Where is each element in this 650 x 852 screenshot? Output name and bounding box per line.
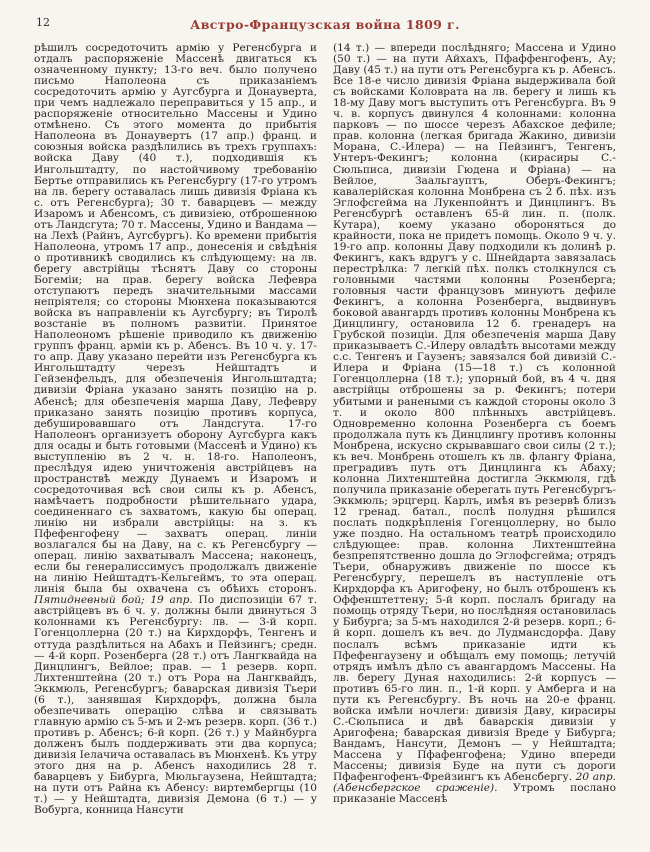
text-run: Утромъ послано приказаніе Массенѣ (333, 782, 616, 806)
page-header-title: Австро-Французская война 1809 г. (190, 17, 460, 32)
inline-subheading: 20 апр. (Абенсбергское сраженіе). (333, 771, 616, 795)
inline-subheading: Пятидневный бой; 19 апр. (34, 594, 193, 607)
text-run: По диспозиціи 67 т. австрійцевъ въ 6 ч. у. должны были двинуться 3 колоннами къ Регенсбургу: лв. — 3-й корп. Гогенцоллерна (20 т.) на Кирхдорфъ, Тенгенъ и оттуда раздѣлиться на Абахъ и Пейзингъ; средн. — 4-й корп. Розенберга (28 т.) отъ Лангквайда на Динцлингъ, Вейлое; прав. — 1 резерв. корп. Лихтенштейна (20 т.) отъ Рора на Лангквайдъ, Эккмюль, Регенсбургъ; баварская дивизія Тьери (6 т.), занявшая Кирхдорфъ, должна была обезпечивать операцію слѣва и связывать главную армію съ 5-мъ и 2-мъ резерв. корп. (36 т.) противъ р. Абенсъ; 6-й корп. (26 т.) у Майнбурга долженъ былъ поддерживать эти два корпуса; дивизія Іелачича оставалась въ Мюнхенѣ. Къ утру этого дня на р. Абенсъ находились 28 т. баварцевъ у Бибурга, Мюльгаузена, Нейштадта; на пути отъ Райна къ Абенсу: виртембергцы (10 т.) — у Нейштадта, дивизія Демона (6 т.) — у Вобурга, конница Нансути (34, 594, 317, 817)
right-text-column (333, 43, 616, 816)
text-run: (14 т.) — впереди послѣдняго; Массена и Удино (50 т.) — на пути Айхахъ, Пфаффенгофенъ, Ау; Даву (45 т.) на пути отъ Регенсбурга къ р. Абенсъ. Все 18-е число дивизія Фріана выдерживала бой съ войсками Коловрата на лв. берегу и лишь къ 18-му Даву могъ выступить отъ Регенсбурга. Въ 9 ч. в. корпусъ двинулся 4 колоннами: колонна парковъ — по шоссе черезъ Абахское дефиле; прав. колонна (легкая бригада Жакино, дивизіи Морана, С.-Илера) — на Пейзингъ, Тенгенъ, Унтеръ-Фекингъ; колонна (кирасиры С.-Сюльписа, дивизіи Гюдена и Фріана) — на Вейлое, Заальгауптъ, Оберъ-Фекингъ; кавалерійская колонна Монбрена съ 2 б. пѣх. изъ Эглофсгейма на Лукенпойнтъ и Динцлингъ. Въ Регенсбургѣ оставленъ 65-й лин. п. (полк. Кутара), коему указано обороняться до крайности, пока не придетъ помощь. Около 9 ч. у. 19-го апр. колонны Даву подходили къ долинѣ р. Фекингъ, какъ вдругъ у с. Шнейдарта завязалась перестрѣлка: 7 легкій пѣх. полкъ столкнулся съ головными частями колонны Розенберга; головныя части французовъ минуютъ дефиле Фекингъ, а колонна Розенберга, выдвинувъ боковой авангардъ противъ колонны Монбрена къ Динцлингу, остановила 12 б. гренадеръ на Грубской позиціи. Для обезпеченія марша Даву приказываетъ С.-Илеру овладѣть высотами между с.с. Тенгенъ и Гаузенъ; завязался бой дивизій С.-Илера и Фріана (15—18 т.) съ колонной Гогенцоллерна (18 т.); упорный бой, въ 4 ч. дня австрійцы отброшены за р. Фекингъ; потери убитыми и ранеными съ каждой стороны около 3 т. и около 800 плѣнныхъ австрійцевъ. Одновременно колонна Розенберга съ боемъ продолжала путь къ Динцлингу противъ колонны Монбрена, искусно скрывавшаго свои силы (2 т.); къ веч. Монбрень отошелъ къ лв. флангу Фріана, преградивъ путь отъ Динцлинга къ Абаху; колонна Лихтенштейна достигла Эккмюля, гдѣ получила приказаніе оберегать путь Регенсбургъ-Эккмюль; эрцгерц. Карлъ, имѣя въ резервѣ близъ 12 гренад. батал., послѣ полудня рѣшился послать подкрѣпленія Гогенцоллерну, но было уже поздно. На остальномъ театрѣ происходило слѣдующее: прав. колонна Лихтенштейна безпрепятственно дошла до Эглофсгейма; отрядъ Тьери, обнаруживъ движеніе по шоссе къ Регенсбургу, перешелъ въ наступленіе отъ Кирхдорфа къ Аригофену, но былъ отброшенъ къ Оффенштеттену; 5-й корп. послалъ бригаду на помощь отряду Тьери, но послѣдняя остановилась у Бибурга; за 5-мъ находился 2-й резерв. корп.; 6-й корп. дошелъ къ веч. до Лудмансдорфа. Даву послалъ всѣмъ приказаніе идти къ Пфефенгаузену и обѣщалъ ему помощь; летучій отрядъ имѣлъ дѣло съ авангардомъ Массены. На лв. берегу Дуная находились: 2-й корпусъ — противъ 65-го лин. п., 1-й корп. у Амберга и на пути къ Регенсбургу. Въ ночь на 20-е франц. войска имѣли ночлеги: дивизія Даву, кирасиры С.-Сюльписа и двѣ баварскія дивизіи у Аригофена; баварская дивизія Вреде у Бибурга; Вандамъ, Нансути, Демонъ — у Нейштадта; Массена у Пфафенгофена; Удино впереди Массены; дивизія Буде на пути съ дороги Пфафенгофенъ-Фрейзингъ къ Абенсбергу. (333, 42, 616, 784)
page-number: 12 (36, 16, 50, 29)
text-columns (34, 43, 616, 816)
text-run: рѣшилъ сосредоточить армію у Регенсбурга и отдалъ распоряженіе Массенѣ двигаться къ означенному пункту; 13-го веч. было получено письмо Наполеона съ приказаніемъ сосредоточить армію у Аугсбурга и Донауверта, при чемъ надлежало переправиться у 15 апр., и распоряженіе относительно Массены и Удино отмѣнено. Съ этого момента до прибытія Наполеона въ Донаувертъ (17 апр.) франц. и союзныя войска раздѣлились въ трехъ группахъ: войска Даву (40 т.), подходившія къ Ингольштадту, по настойчивому требованію Бертье отправились къ Регенсбургу (17-го утромъ на лв. берегу оставалась лишь дивизія Фріана къ с. отъ Регенсбурга); 30 т. баварцевъ — между Изаромъ и Абенсомъ, съ дивизіею, отброшенною отъ Ландсгута; 70 т. Массены, Удино и Вандама — на Лехѣ (Райнъ, Аугсбургъ). Ко времени прибытія Наполеона, утромъ 17 апр., донесенія и свѣдѣнія о противникѣ сводились къ слѣдующему: на лв. берегу австрійцы тѣснятъ Даву со стороны Богеміи; на прав. берегу войска Лефевра отступаютъ передъ значительными массами непріятеля; со стороны Мюнхена показываются войска въ направленіи къ Аугсбургу; въ Тиролѣ возстаніе въ полномъ развитіи. Принятое Наполеономъ рѣшеніе приводило къ движенію группъ франц. арміи къ р. Абенсъ. Въ 10 ч. у. 17-го апр. Даву указано перейти изъ Регенсбурга къ Ингольштадту черезъ Нейштадтъ и Гейзенфельдъ, для обезпеченія Ингольштадта; дивизіи Фріана указано занять позицію на р. Абенсѣ; для обезпеченія марша Даву, Лефевру приказано занять позицію противъ корпуса, дебушировавшаго отъ Ландсгута. 17-го Наполеонъ организуетъ оборону Аугсбурга какъ для осады и быть готовыми (Массенѣ и Удино) къ выступленію въ 2 ч. н. 18-го. Наполеонъ, преслѣдуя идею уничтоженія австрійцевъ на пространствѣ между Дунаемъ и Изаромъ и сосредоточивая всѣ свои силы къ р. Абенсъ, намѣчаетъ подробности рѣшительнаго удара, соединеннаго съ захватомъ, какую бы операц. линію ни избрали австрійцы: на з. къ Пфефенгофену — захватъ операц. линіи возлагался бы на Даву, на с. къ Регенсбургу — операц. линію захватывалъ Массена; наконецъ, если бы генералиссимусъ продолжалъ движеніе на линію Нейштадтъ-Кельгеймъ, то эта операц. линія была бы охвачена съ обѣихъ сторонъ. (34, 42, 317, 596)
page-head (34, 14, 616, 34)
left-text-column (34, 43, 317, 816)
